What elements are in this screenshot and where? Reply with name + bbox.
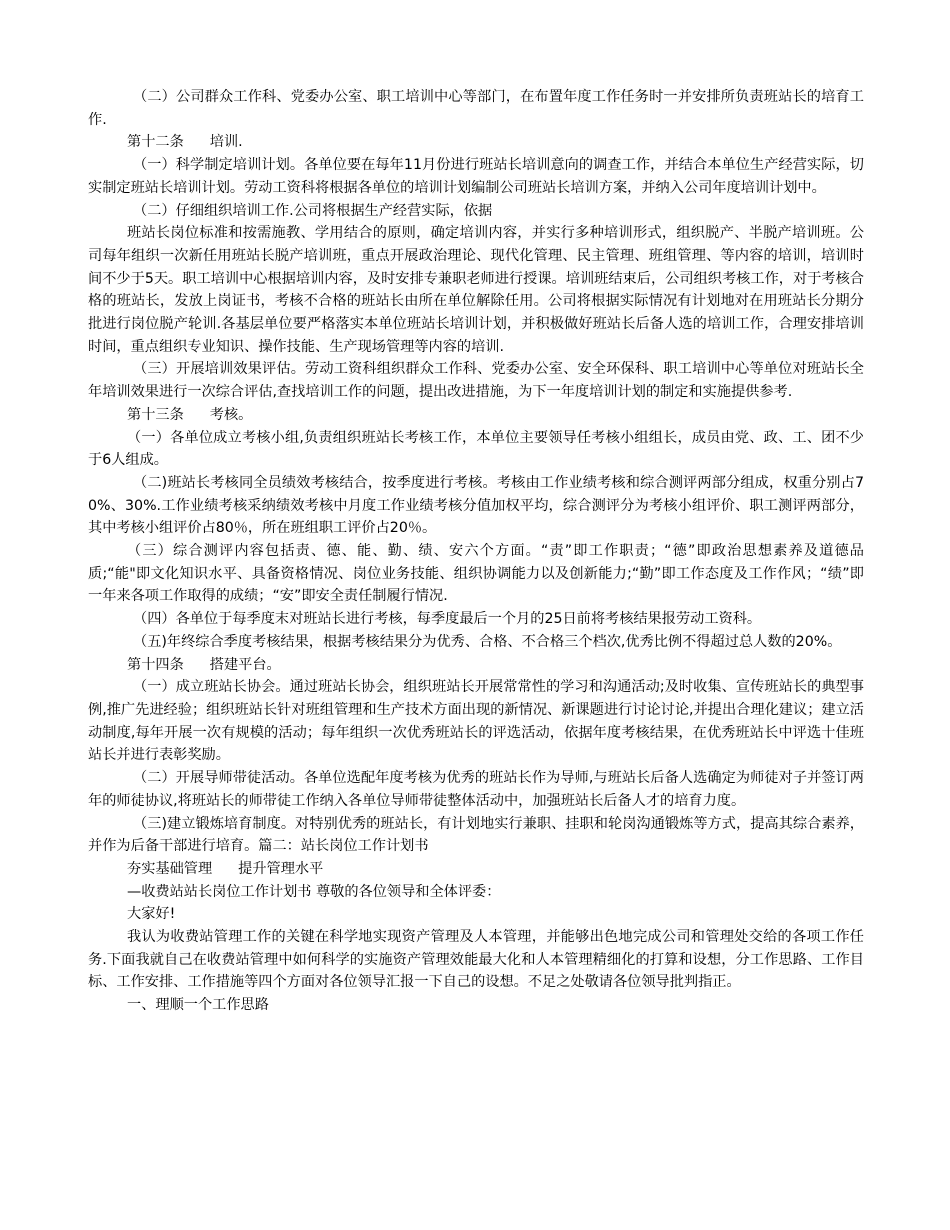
subtitle-part: 提升管理水平 [238,860,324,877]
subtitle-part: 夯实基础管理 [127,860,213,877]
paragraph: （三）开展培训效果评估。劳动工资科组织群众工作科、党委办公室、安全环保科、职工培训中心等单位对班站长全年培训效果进行一次综合评估,查找培训工作的问题，提出改进措施，为下一年度培训计划的制定和实施提供参考. [88,361,864,401]
paragraph: （一）成立班站长协会。通过班站长协会，组织班站长开展常常性的学习和沟通活动;及时收集、宣传班站长的典型事例,推广先进经验；组织班站长针对班组管理和生产技术方面出现的新情况、新课题进行讨论讨论,并提出合理化建议；建立活动制度,每年开展一次有规模的活动；每年组织一次优秀班站长的评选活动，依据年度考核结果，在优秀班站长中评选十佳班站长并进行表彰奖励。 [88,679,864,764]
paragraph: （二）公司群众工作科、党委办公室、职工培训中心等部门，在布置年度工作任务时一并安排所负责班站长的培育工作. [88,89,864,128]
document-page [88,86,864,1017]
paragraph: （一）各单位成立考核小组,负责组织班站长考核工作，本单位主要领导任考核小组组长，成员由党、政、工、团不少于6人组成。 [88,429,864,469]
article-title: 培训. [209,134,243,151]
paragraph: （三）综合测评内容包括责、德、能、勤、绩、安六个方面。“责”即工作职责；“德”即政治思想素养及道德品质;“能"即文化知识水平、具备资格情况、岗位业务技能、组织协调能力以及创新能力;“勤”即工作态度及工作作风；“绩”即一年来各项工作取得的成绩；“安”即安全责任制履行情况. [88,543,864,605]
article-title: 考核。 [209,406,253,423]
paragraph: （二）仔细组织培训工作.公司将根据生产经营实际，依据 [133,202,493,219]
paragraph: （三)建立锻炼培育制度。对特别优秀的班站长，有计划地实行兼职、挂职和轮岗沟通锻炼等方式，提高其综合素养，并作为后备干部进行培育。篇二：站长岗位工作计划书 [88,815,864,855]
paragraph: 我认为收费站管理工作的关键在科学地实现资产管理及人本管理，并能够出色地完成公司和管理处交给的各项工作任务.下面我就自己在收费站管理中如何科学的实施资产管理效能最大化和人本管理精细化的打算和设想，分工作思路、工作目标、工作安排、工作措施等四个方面对各位领导汇报一下自己的设想。不足之处敬请各位领导批判指正。 [88,929,864,991]
section-heading: 一、理顺一个工作思路 [127,997,269,1014]
article-heading [88,404,864,427]
article-heading [88,131,864,154]
paragraph: —收费站站长岗位工作计划书 尊敬的各位领导和全体评委： [127,883,501,900]
paragraph: 班站长岗位标准和按需施教、学用结合的原则，确定培训内容，并实行多种培训形式，组织脱产、半脱产培训班。公司每年组织一次新任用班站长脱产培训班，重点开展政治理论、现代化管理、民主管理、班组管理、等内容的培训，培训时间不少于5天。职工培训中心根据培训内容，及时安排专兼职老师进行授课。培训班结束后，公司组织考核工作，对于考核合格的班站长，发放上岗证书，考核不合格的班站长由所在单位解除任用。公司将根据实际情况有计划地对在用班站长分期分批进行岗位脱产轮训.各基层单位要严格落实本单位班站长培训计划，并积极做好班站长后备人选的培训工作，合理安排培训时间，重点组织专业知识、操作技能、生产现场管理等内容的培训. [88,225,864,355]
section-subtitle [88,858,864,881]
article-number: 第十二条 [127,134,184,151]
article-heading [88,654,864,677]
greeting: 大家好! [127,906,176,923]
paragraph: （一）科学制定培训计划。各单位要在每年11月份进行班站长培训意向的调查工作，并结合本单位生产经营实际，切实制定班站长培训计划。劳动工资科将根据各单位的培训计划编制公司班站长培训方案，并纳入公司年度培训计划中。 [88,157,864,196]
paragraph: （二)班站长考核同全员绩效考核结合，按季度进行考核。考核由工作业绩考核和综合测评两部分组成，权重分别占70%、30%.工作业绩考核采纳绩效考核中月度工作业绩考核分值加权平均，综合测评分为考核小组评价、职工测评两部分，其中考核小组评价占80％，所在班组职工评价占20％。 [88,474,864,537]
article-number: 第十四条 [127,656,184,673]
paragraph: （五)年终综合季度考核结果，根据考核结果分为优秀、合格、不合格三个档次,优秀比例不得超过总人数的20%。 [133,633,842,650]
article-title: 搭建平台。 [209,656,281,673]
paragraph: （二）开展导师带徒活动。各单位选配年度考核为优秀的班站长作为导师,与班站长后备人选确定为师徒对子并签订两年的师徒协议,将班站长的师带徒工作纳入各单位导师带徒整体活动中，加强班站长后备人才的培育力度。 [88,770,864,809]
article-number: 第十三条 [127,406,184,423]
paragraph: （四）各单位于每季度末对班站长进行考核，每季度最后一个月的25日前将考核结果报劳动工资科。 [133,611,762,628]
